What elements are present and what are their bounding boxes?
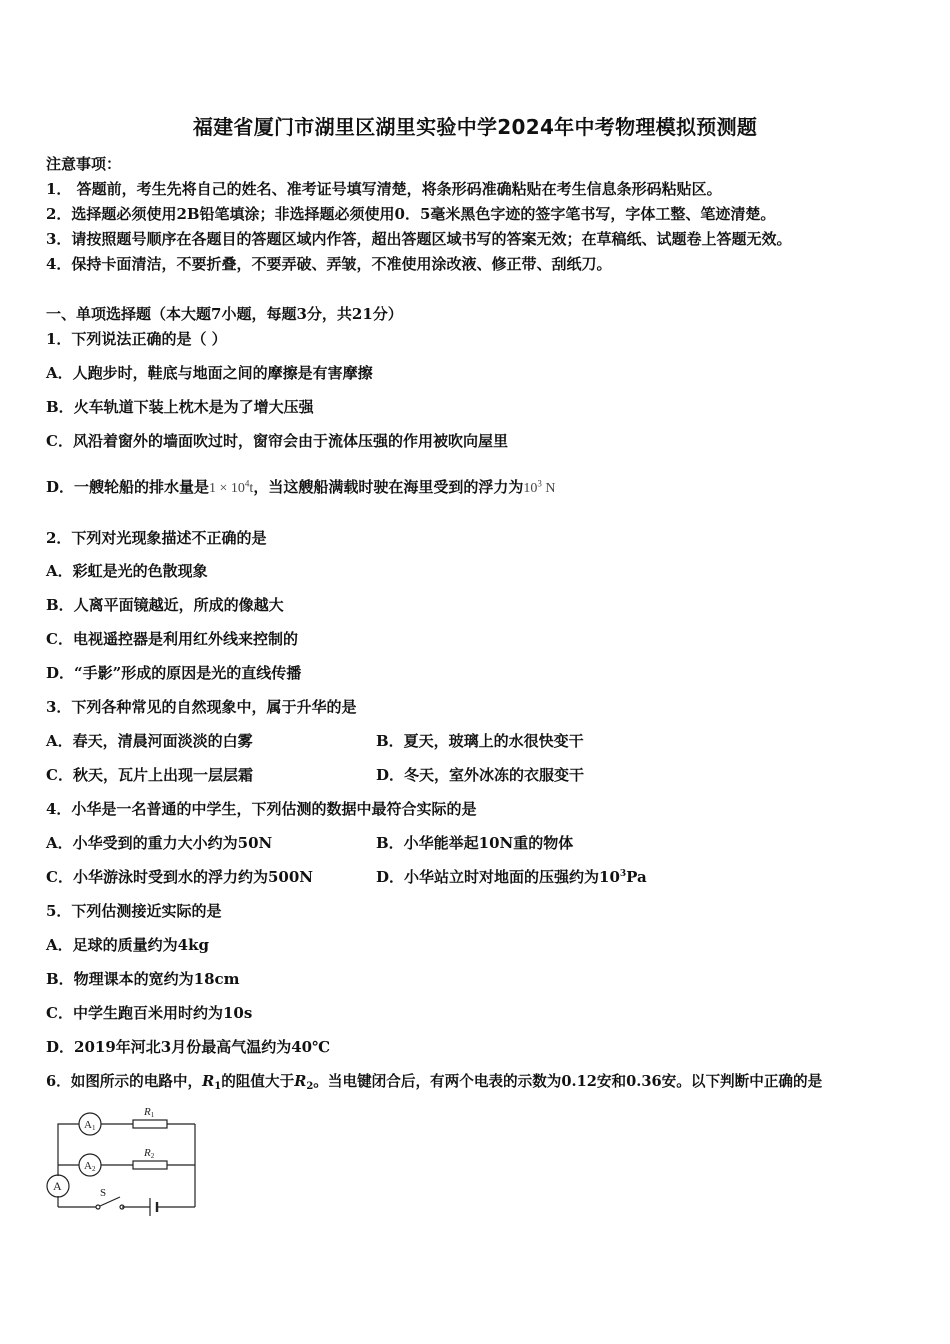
q4-stem: 4．小华是一名普通的中学生，下列估测的数据中最符合实际的是 [46, 800, 477, 818]
q1-d-math-1: $1 \times 10^4t$ [209, 478, 254, 496]
q2-stem: 2．下列对光现象描述不正确的是 [46, 529, 267, 547]
q1-option-a: A．人跑步时，鞋底与地面之间的摩擦是有害摩擦 [46, 364, 373, 382]
q4-option-a: A．小华受到的重力大小约为50N [46, 834, 273, 852]
q5-option-b: B．物理课本的宽约为18cm [46, 970, 240, 988]
notice-item-1: 1． 答题前，考生先将自己的姓名、准考证号填写清楚，将条形码准确粘贴在考生信息条形码粘贴区。 [46, 180, 722, 198]
ammeter-a-label: A [53, 1179, 62, 1193]
q6-stem: 6．如图所示的电路中，$R_1$的阻值大于$R_2$。当电键闭合后，有两个电表的示数为0.12安和0.36安。以下判断中正确的是 [46, 1073, 823, 1092]
resistor-r1 [133, 1120, 167, 1128]
q1-option-c: C．风沿着窗外的墙面吹过时，窗帘会由于流体压强的作用被吹向屋里 [46, 432, 508, 450]
q1-d-math-2: $10^3$ N [523, 478, 556, 496]
q2-option-b: B．人离平面镜越近，所成的像越大 [46, 596, 284, 614]
q1-d-text-1: D．一艘轮船的排水量是 [46, 478, 210, 496]
notice-heading: 注意事项： [46, 155, 122, 173]
q3-option-c: C．秋天，瓦片上出现一层层霜 [46, 766, 253, 784]
q1-option-b: B．火车轨道下装上枕木是为了增大压强 [46, 398, 314, 416]
r2-label: R2 [144, 1147, 155, 1160]
q3-option-b: B．夏天，玻璃上的水很快变干 [376, 732, 584, 750]
notice-item-4: 4．保持卡面清洁，不要折叠，不要弄破、弄皱，不准使用涂改液、修正带、刮纸刀。 [46, 255, 612, 273]
ammeter-a2-label: A2 [84, 1160, 96, 1173]
q2-option-c: C．电视遥控器是利用红外线来控制的 [46, 630, 298, 648]
notice-item-3: 3．请按照题号顺序在各题目的答题区域内作答，超出答题区域书写的答案无效；在草稿纸、试题卷上答题无效。 [46, 230, 792, 248]
q3-option-a: A．春天，清晨河面淡淡的白雾 [46, 732, 253, 750]
q5-option-c: C．中学生跑百米用时约为10s [46, 1004, 253, 1022]
notice-item-2: 2．选择题必须使用2B铅笔填涂；非选择题必须使用0．5毫米黑色字迹的签字笔书写，字体工整、笔迹清楚。 [46, 205, 776, 223]
q1-stem: 1．下列说法正确的是（ ） [46, 330, 227, 348]
circuit-diagram [40, 1098, 210, 1222]
q5-stem: 5．下列估测接近实际的是 [46, 902, 222, 920]
q2-option-a: A．彩虹是光的色散现象 [46, 562, 208, 580]
q3-stem: 3．下列各种常见的自然现象中，属于升华的是 [46, 698, 357, 716]
r1-label: R1 [144, 1106, 155, 1119]
q5-option-a: A．足球的质量约为4kg [46, 936, 209, 954]
q5-option-d: D．2019年河北3月份最高气温约为40℃ [46, 1038, 331, 1056]
q1-option-d [46, 476, 555, 497]
switch-contact-left [96, 1205, 100, 1209]
q4-option-c: C．小华游泳时受到水的浮力约为500N [46, 868, 313, 886]
q4-option-d: D．小华站立时对地面的压强约为$10^3Pa$ [376, 868, 647, 886]
q3-option-d: D．冬天，室外冰冻的衣服变干 [376, 766, 585, 784]
resistor-r2 [133, 1161, 167, 1169]
q1-d-text-2: ，当这艘船满载时驶在海里受到的浮力为 [253, 478, 524, 496]
q4-option-b: B．小华能举起10N重的物体 [376, 834, 574, 852]
ammeter-a1-label: A1 [84, 1119, 96, 1132]
section-heading: 一、单项选择题（本大题7小题，每题3分，共21分） [46, 305, 403, 323]
switch-label: S [100, 1187, 107, 1199]
page-title: 福建省厦门市湖里区湖里实验中学2024年中考物理模拟预测题 [192, 115, 758, 139]
q2-option-d: D．“手影”形成的原因是光的直线传播 [46, 664, 302, 682]
circuit-wire-left-top [58, 1124, 79, 1176]
